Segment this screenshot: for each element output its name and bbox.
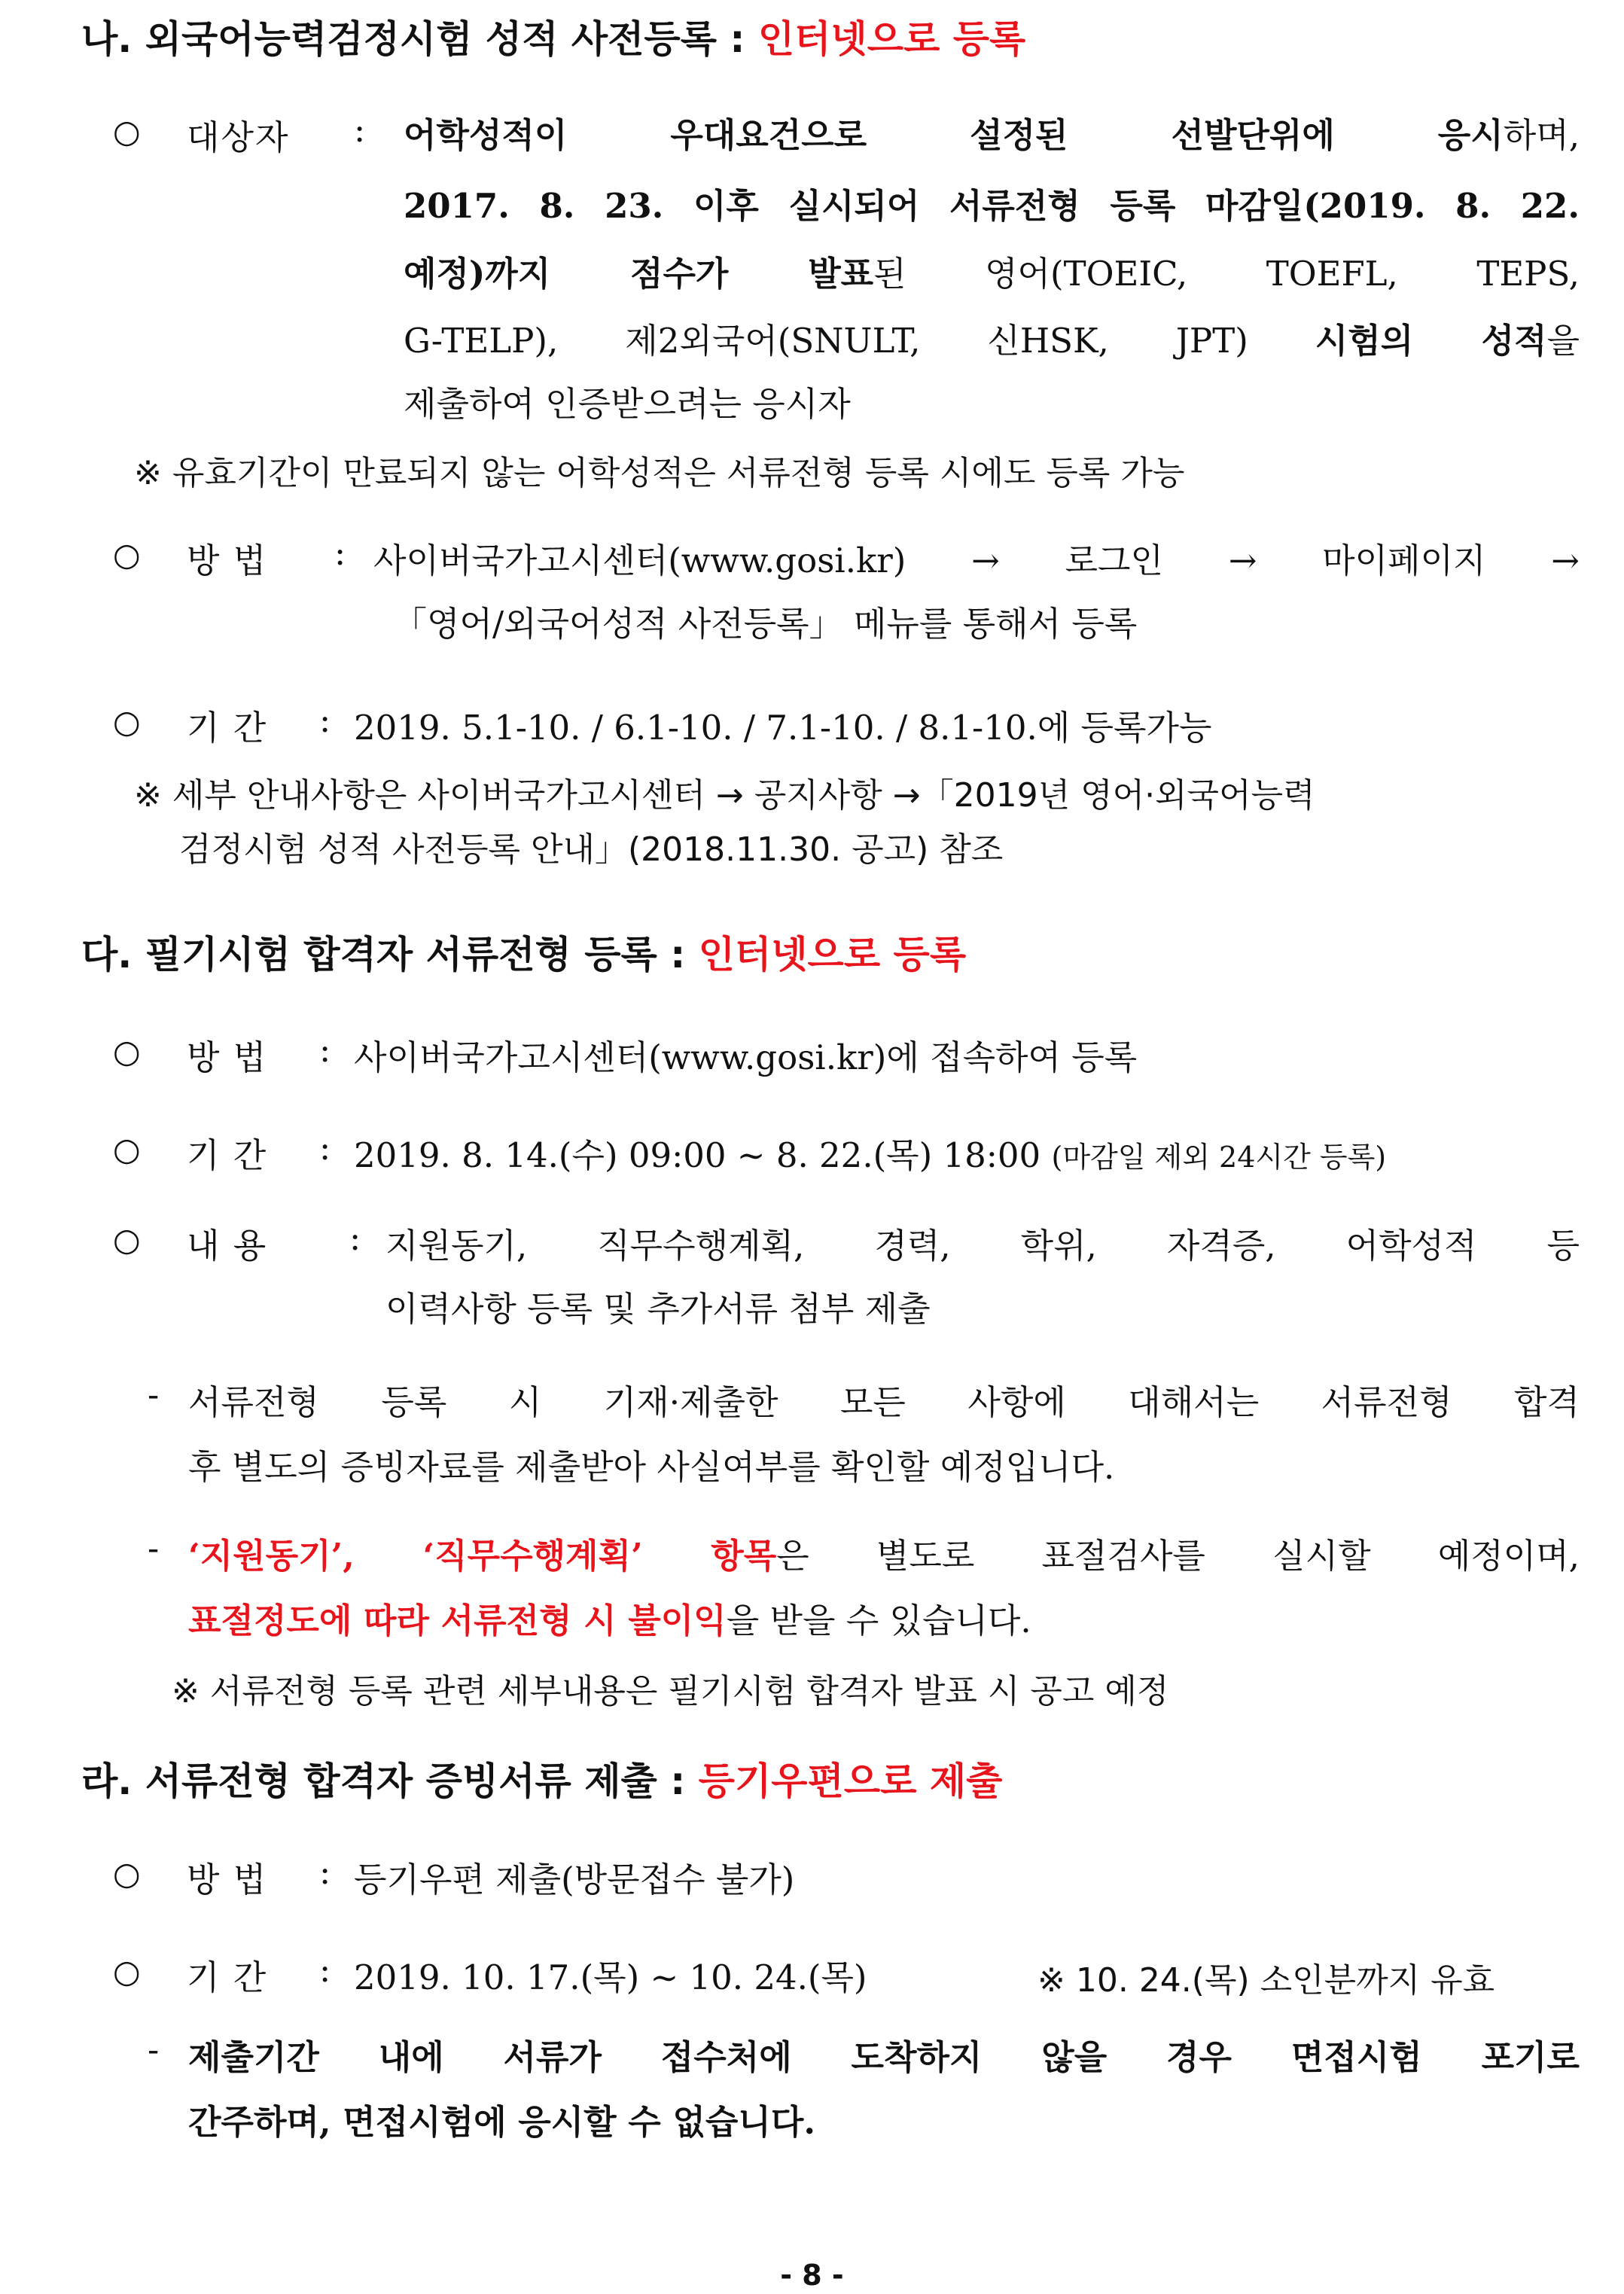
colon: : — [354, 110, 366, 150]
bullet-icon: ○ — [113, 1221, 141, 1258]
colon: : — [334, 533, 346, 573]
note-document-registration: ※ 서류전형 등록 관련 세부내용은 필기시험 합격자 발표 시 공고 예정 — [172, 1672, 1169, 1711]
dash2-line-2: 표절정도에 따라 서류전형 시 불이익을 받을 수 있습니다. — [188, 1601, 1031, 1641]
target-line-1: 어학성적이 우대요건으로 설정된 선발단위에 응시하며, — [404, 115, 1580, 155]
colon: : — [319, 1128, 331, 1168]
section-title-highlight: 인터넷으로 등록 — [757, 17, 1026, 61]
ra-dash-line-2: 간주하며, 면접시험에 응시할 수 없습니다. — [188, 2102, 815, 2142]
note-detail-line-1: ※ 세부 안내사항은 사이버국가고시센터 → 공지사항 →「2019년 영어·외국어능력 — [134, 776, 1315, 815]
method-line-1: 사이버국가고시센터(www.gosi.kr) → 로그인 → 마이페이지 → — [373, 541, 1580, 580]
period-line-1: 2019. 10. 17.(목) ∼ 10. 24.(목) — [354, 1957, 867, 1997]
note-validity: ※ 유효기간이 만료되지 않는 어학성적은 서류전형 등록 시에도 등록 가능 — [134, 454, 1185, 492]
method-line-2: 「영어/외국어성적 사전등록」 메뉴를 통해서 등록 — [393, 604, 1138, 644]
section-heading-na — [81, 9, 1025, 63]
method-line-1: 사이버국가고시센터(www.gosi.kr)에 접속하여 등록 — [354, 1037, 1138, 1077]
section-title-highlight: 등기우편으로 제출 — [698, 1759, 1003, 1803]
dash1-line-2: 후 별도의 증빙자료를 제출받아 사실여부를 확인할 예정입니다. — [188, 1447, 1115, 1487]
dash1-line-1: 서류전형 등록 시 기재·제출한 모든 사항에 대해서는 서류전형 합격 — [188, 1382, 1580, 1422]
period-line-1: 2019. 8. 14.(수) 09:00 ∼ 8. 22.(목) 18:00 (마감일 제외 24시간 등록) — [354, 1135, 1387, 1175]
target-line-4: G-TELP), 제2외국어(SNULT, 신HSK, JPT) 시험의 성적을 — [404, 321, 1580, 361]
page-number: - 8 - — [780, 2259, 844, 2292]
bullet-icon: ○ — [113, 1131, 141, 1168]
colon: : — [319, 1950, 331, 1990]
bullet-icon: ○ — [113, 536, 141, 573]
bullet-icon: ○ — [113, 1953, 141, 1990]
dash-marker: - — [148, 1528, 160, 1568]
bullet-icon: ○ — [113, 1855, 141, 1892]
bullet-icon: ○ — [113, 113, 141, 150]
colon: : — [319, 1852, 331, 1892]
note-detail-line-2: 검정시험 성적 사전등록 안내」(2018.11.30. 공고) 참조 — [179, 830, 1004, 869]
item-label-period: 기 간 — [187, 708, 268, 748]
target-line-3: 예정)까지 점수가 발표된 영어(TOEIC, TOEFL, TEPS, — [404, 254, 1580, 294]
item-label-method: 방 법 — [187, 1860, 268, 1899]
target-line-2: 2017. 8. 23. 이후 실시되어 서류전형 등록 마감일(2019. 8. 22. — [404, 186, 1580, 226]
colon: : — [349, 1218, 361, 1258]
item-label-method: 방 법 — [187, 541, 268, 580]
content-line-1: 지원동기, 직무수행계획, 경력, 학위, 자격증, 어학성적 등 — [385, 1226, 1580, 1266]
item-label-content: 내 용 — [187, 1226, 268, 1266]
method-line-1: 등기우편 제출(방문접수 불가) — [354, 1860, 795, 1899]
dash-marker: - — [148, 1375, 160, 1415]
section-title-highlight: 인터넷으로 등록 — [698, 933, 967, 976]
item-label-target: 대상자 — [187, 117, 290, 157]
colon: : — [319, 700, 331, 740]
item-label-period: 기 간 — [187, 1135, 268, 1175]
bullet-icon: ○ — [113, 703, 141, 740]
item-label-method: 방 법 — [187, 1037, 268, 1077]
content-line-2: 이력사항 등록 및 추가서류 첨부 제출 — [385, 1289, 931, 1329]
period-note: ※ 10. 24.(목) 소인분까지 유효 — [1037, 1961, 1495, 2000]
dash-marker: - — [148, 2030, 160, 2070]
section-heading-da — [81, 925, 966, 979]
section-title: 라. 서류전형 합격자 증빙서류 제출 : — [81, 1759, 699, 1803]
target-line-5: 제출하여 인증받으려는 응시자 — [404, 384, 851, 424]
item-label-period: 기 간 — [187, 1957, 268, 1997]
dash2-line-1: ‘지원동기’, ‘직무수행계획’ 항목은 별도로 표절검사를 실시할 예정이며, — [188, 1536, 1580, 1576]
section-title: 다. 필기시험 합격자 서류전형 등록 : — [81, 933, 699, 976]
bullet-icon: ○ — [113, 1033, 141, 1070]
period-line-1: 2019. 5.1-10. / 6.1-10. / 7.1-10. / 8.1-10.에 등록가능 — [354, 708, 1212, 748]
section-heading-ra — [81, 1751, 1002, 1805]
colon: : — [319, 1030, 331, 1070]
ra-dash-line-1: 제출기간 내에 서류가 접수처에 도착하지 않을 경우 면접시험 포기로 — [188, 2037, 1580, 2077]
section-title: 나. 외국어능력검정시험 성적 사전등록 : — [81, 17, 758, 61]
